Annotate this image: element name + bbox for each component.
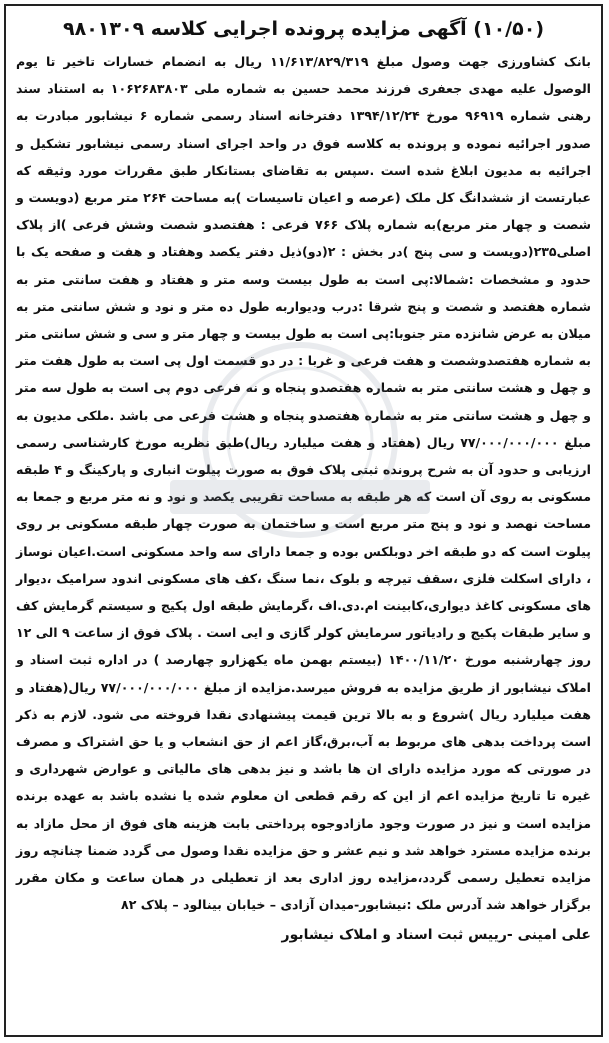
notice-body: بانک کشاورزی جهت وصول مبلغ ۱۱/۶۱۳/۸۲۹/۳۱۹ ریال به انضمام خسارات تاخیر تا یوم الوصول علیه مهدی جعفری فرزند محمد حسین به شماره ملی ۱۰۶۲۶۸۳۸۰۳ به استناد سند رهنی شماره ۹۶۹۱۹ مورخ ۱۳۹۴/۱۲/۲۴ دفترخانه اسناد رسمی شماره ۶ نیشابور مبادرت به صدور اجرائیه نموده و پرونده به کلاسه فوق در واحد اجرای اسناد رسمی نیشابور تشکیل و اجرائیه به مدیون ابلاغ شده است .سپس به تقاضای بستانکار طبق مقررات مورد وثیقه که عبارتست از ششدانگ کل ملک (عرصه و اعیان تاسیسات )به مساحت ۲۶۴ متر مربع (دویست و شصت و چهار متر مربع)به شماره پلاک ۷۶۶ فرعی : هفتصدو شصت وشش فرعی )از پلاک اصلی۲۳۵(دویست و سی پنج )در بخش : ۲(دو)ذیل دفتر یکصد وهفتاد و هفت و صفحه یک با حدود و مشخصات :شمالا:پی است به طول بیست وسه متر و هفتاد و هفت سانتی متر به شماره هفتصد و شصت و پنج شرقا :درب ودیواربه طول ده متر و نود و شش سانتی متر به میلان به عرض شانزده متر جنوبا:پی است به طول بیست و چهار متر و سی و شش سانتی متر به شماره هفتصدوشصت و هفت فرعی و غربا : در دو قسمت اول پی است به طول هفت متر و چهل و هشت سانتی متر به شماره هفتصدو پنجاه و نه فرعی دوم پی است به طول سه متر و چهل و هشت سانتی متر به شماره هفتصدو پنجاه و هشت فرعی می باشد .ملکی مدیون به مبلغ ۷۷/۰۰۰/۰۰۰/۰۰۰ ریال (هفتاد و هفت میلیارد ریال)طبق نظریه مورخ کارشناسی رسمی ارزیابی و حدود آن به شرح پرونده ثبتی پلاک فوق به صورت پیلوت انباری و پارکینگ و ۴ طبقه مسکونی به روی آن است که هر طبقه به مساحت تقریبی یکصد و نود و نه متر مربع و جمعا به مساحت نهصد و نود و پنج متر مربع است و ساختمان به صورت چهار طبقه مسکونی بر روی پیلوت است که دو طبقه اخر دوبلکس بوده و جمعا دارای سه واحد مسکونی است.اعیان نوساز ، دارای اسکلت فلزی ،سقف تیرچه و بلوک ،نما سنگ ،کف های مسکونی اندود سرامیک ،دیوار های مسکونی کاغذ دیواری،کابینت ام.دی.اف ،گرمایش طبقه اول پکیج و سیستم گرمایش کف و سایر طبقات پکیج و رادیاتور سرمایش کولر گازی و ایی است . پلاک فوق از ساعت ۹ الی ۱۲ روز چهارشنبه مورخ ۱۴۰۰/۱۱/۲۰ (بیستم بهمن ماه یکهزارو چهارصد ) در اداره ثبت اسناد و املاک نیشابور از طریق مزایده به فروش میرسد.مزایده از مبلغ ۷۷/۰۰۰/۰۰۰/۰۰۰ ریال(هفتاد و هفت میلیارد ریال )شروع و به بالا ترین قیمت پیشنهادی نقدا فروخته می شود. لازم به ذکر است پرداخت بدهی های مربوط به آب،برق،گاز اعم از حق انشعاب و یا حق اشتراک و مصرف در صورتی که مورد مزایده دارای ان ها باشد و نیز بدهی های مالیاتی و عوارض شهرداری و غیره تا تاریخ مزایده اعم از این که رقم قطعی ان معلوم شده یا نشده باشد به عهده برنده مزایده است و نیز در صورت وجود مازادوجوه پرداختی بابت هزینه های فوق از محل مازاد به برنده مزایده مسترد خواهد شد و نیم عشر و حق مزایده نقدا وصول می گردد ضمنا چنانچه روز مزایده تعطیل رسمی گردد،مزایده روز اداری بعد از تعطیلی در همان ساعت و مکان مقرر برگزار خواهد شد آدرس ملک :نیشابور-میدان آزادی – خیابان بینالود – پلاک ۸۲ [16,54,592,913]
notice-title: (۱۰/۵۰) آگهی مزایده پرونده اجرایی کلاسه ۹۸۰۱۳۰۹ [63,18,544,40]
auction-notice [4,4,603,1037]
notice-signature: علی امینی -رییس ثبت اسناد و املاک نیشابور [281,926,591,943]
